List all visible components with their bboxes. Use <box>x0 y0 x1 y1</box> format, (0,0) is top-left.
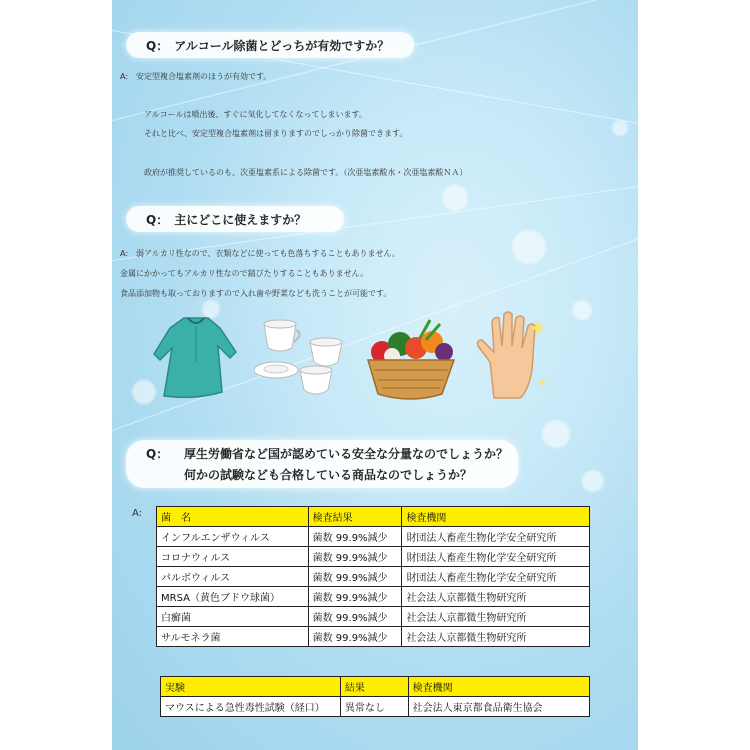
table-cell: 菌数 99.9%減少 <box>308 607 402 627</box>
column-header: 菌 名 <box>157 507 309 527</box>
table-cell: 社会法人京都微生物研究所 <box>402 627 590 647</box>
table-cell: 財団法人畜産生物化学安全研究所 <box>402 567 590 587</box>
question-1: Q： アルコール除菌とどっちが有効ですか？ <box>146 39 390 53</box>
dress-icon <box>150 312 242 404</box>
table-cell: サルモネラ菌 <box>157 627 309 647</box>
table-row <box>157 587 590 607</box>
answer-1-line: それと比べ、安定型複合塩素剤は留まりますのでしっかり除菌できます。 <box>144 129 408 138</box>
table-cell: インフルエンザウィルス <box>157 527 309 547</box>
table-cell: 菌数 99.9%減少 <box>308 567 402 587</box>
test-results-table <box>156 506 590 647</box>
table-header-row <box>161 677 590 697</box>
table-cell: 財団法人畜産生物化学安全研究所 <box>402 527 590 547</box>
table-row <box>157 547 590 567</box>
table-cell: 菌数 99.9%減少 <box>308 587 402 607</box>
table-cell: MRSA（黄色ブドウ球菌） <box>157 587 309 607</box>
table-cell: 白癬菌 <box>157 607 309 627</box>
hand-icon <box>472 310 552 402</box>
table-cell: 異常なし <box>340 697 408 717</box>
table-cell: 菌数 99.9%減少 <box>308 527 402 547</box>
question-3-line: 厚生労働省など国が認めている安全な分量なのでしょうか？ <box>184 447 509 461</box>
bokeh-light <box>442 185 468 211</box>
table-row <box>157 627 590 647</box>
flyer-page <box>112 0 638 750</box>
table-cell: 社会法人東京都食品衛生協会 <box>408 697 589 717</box>
table-cell: 財団法人畜産生物化学安全研究所 <box>402 547 590 567</box>
table-cell: コロナウィルス <box>157 547 309 567</box>
question-3-label: Q： <box>146 447 169 461</box>
vegetable-basket-icon <box>360 316 460 402</box>
column-header: 結果 <box>340 677 408 697</box>
table-header-row <box>157 507 590 527</box>
bokeh-light <box>512 230 546 264</box>
table-cell: 菌数 99.9%減少 <box>308 627 402 647</box>
cups-icon <box>252 318 352 402</box>
table-cell: マウスによる急性毒性試験（経口） <box>161 697 341 717</box>
bokeh-light <box>572 300 592 320</box>
table-row <box>157 527 590 547</box>
answer-2-line: A: 弱アルカリ性なので、衣類などに使っても色落ちすることもありません。 <box>120 249 401 258</box>
answer-3-label: A: <box>132 508 143 519</box>
table-row <box>157 607 590 627</box>
table-cell: 社会法人京都微生物研究所 <box>402 607 590 627</box>
column-header: 検査機関 <box>402 507 590 527</box>
bokeh-light <box>582 470 604 492</box>
question-3-line: 何かの試験なども合格している商品なのでしょうか？ <box>184 468 473 482</box>
table-row <box>157 567 590 587</box>
answer-1-line: 政府が推奨しているのも、次亜塩素系による除菌です。（次亜塩素酸水・次亜塩素酸ＮＡ） <box>144 168 468 177</box>
column-header: 検査結果 <box>308 507 402 527</box>
table-cell: パルボウィルス <box>157 567 309 587</box>
bokeh-light <box>612 120 628 136</box>
table-row <box>161 697 590 717</box>
table-cell: 菌数 99.9%減少 <box>308 547 402 567</box>
answer-2-line: 食品添加物も取っておりますので入れ歯や野菜なども洗うことが可能です。 <box>120 289 392 298</box>
toxicity-test-table <box>160 676 590 717</box>
answer-2-line: 金属にかかってもアルカリ性なので錆びたりすることもありません。 <box>120 269 369 278</box>
table-cell: 社会法人京都微生物研究所 <box>402 587 590 607</box>
light-streak <box>112 0 638 121</box>
column-header: 実験 <box>161 677 341 697</box>
answer-1-line: A: 安定型複合塩素剤のほうが有効です。 <box>120 72 272 81</box>
answer-1-line: アルコールは噴出後、すぐに気化してなくなってしまいます。 <box>144 110 367 119</box>
bokeh-light <box>542 420 570 448</box>
column-header: 検査機関 <box>408 677 589 697</box>
question-2: Q： 主にどこに使えますか？ <box>146 213 307 227</box>
